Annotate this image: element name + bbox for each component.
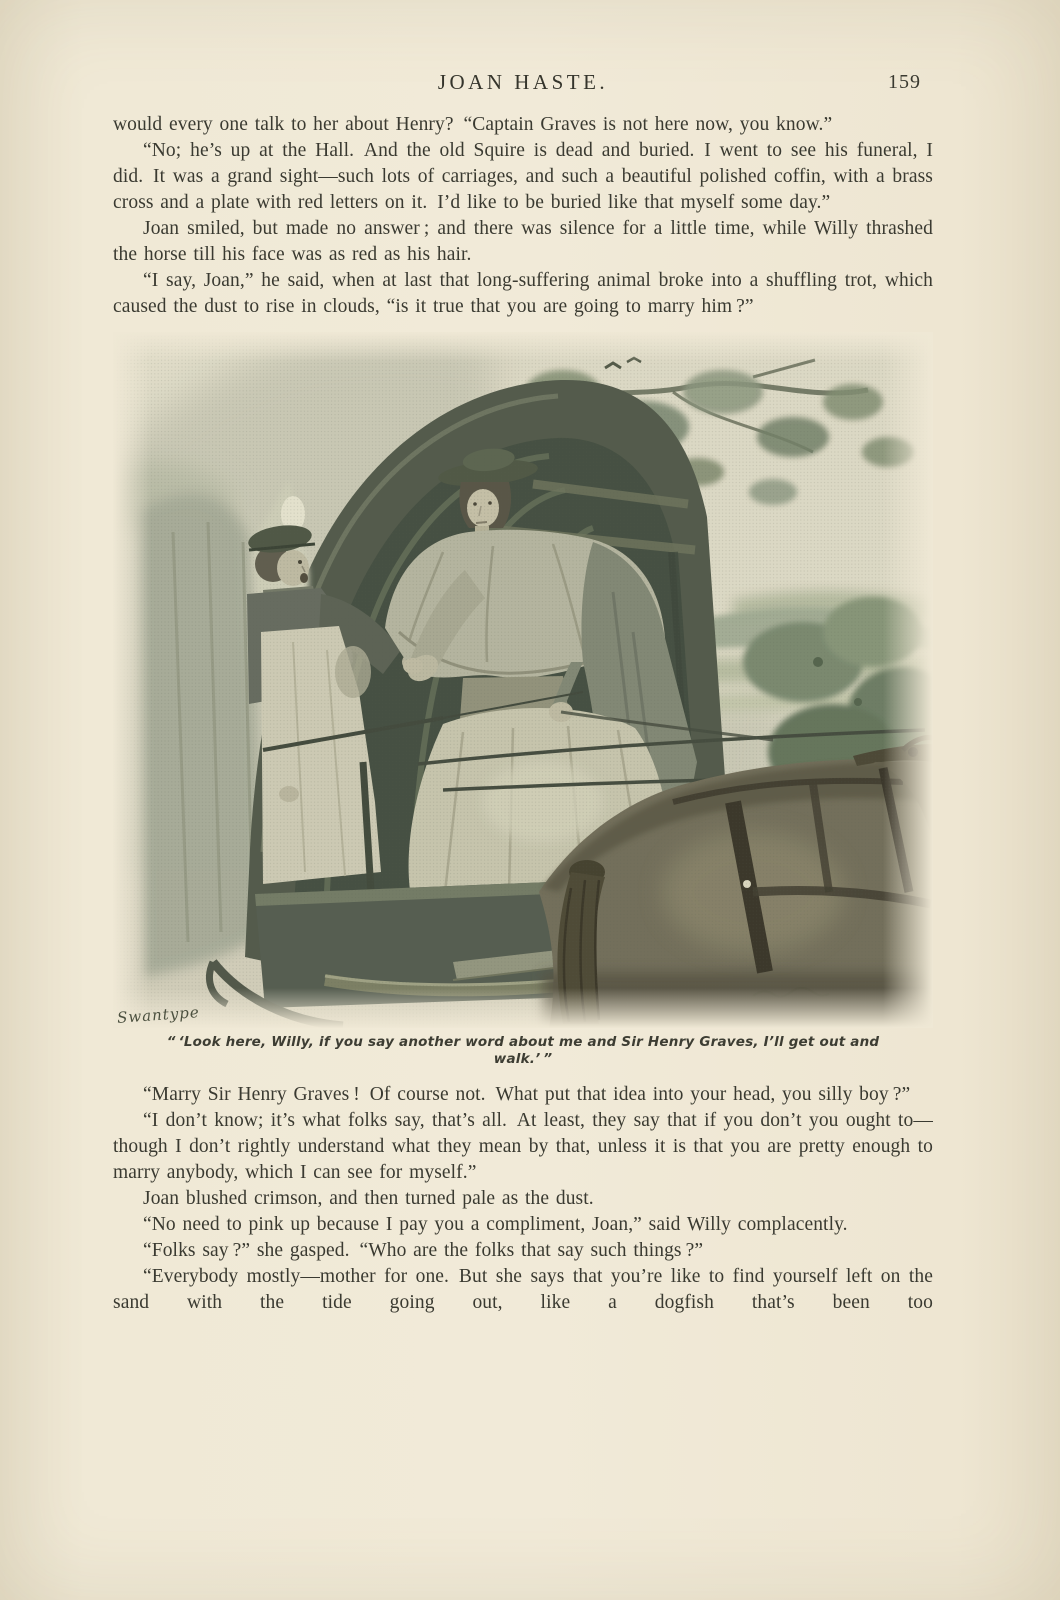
plate-caption: “ ‘Look here, Willy, if you say another word about me and Sir Henry Graves, I’ll get out and walk.’ ” [166, 1034, 880, 1067]
body-paragraph: “No need to pink up because I pay you a compliment, Joan,” said Willy complacently. [143, 1214, 848, 1235]
page-number: 159 [888, 71, 921, 93]
engraver-signature: Swantype [116, 1003, 201, 1027]
body-paragraph: would every one talk to her about Henry? “Captain Graves is not here now, you know.” [113, 114, 833, 135]
plate-illustration [113, 332, 933, 1028]
body-paragraph: Joan smiled, but made no answer ; and there was silence for a little time, while Willy thrashed the horse till his face was as red as his hair. [113, 218, 933, 265]
body-paragraph: “Everybody mostly—mother for one. But she says that you’re like to find yourself left on the sand with the tide going out, like a dogfish that’s been too [113, 1266, 933, 1313]
illustration-cart-scene [113, 332, 933, 1028]
page-title: JOAN HASTE. [437, 70, 609, 94]
text-column [113, 112, 933, 1316]
running-head [113, 70, 933, 98]
body-paragraph: “No; he’s up at the Hall. And the old Squire is dead and buried. I went to see his funeral, I did. It was a grand sight—such lots of carriages, and such a beautiful polished coffin, with a brass cross and a plate with red letters on it. I’d like to be buried like that myself some day.” [113, 140, 933, 213]
body-paragraph: “Folks say ?” she gasped. “Who are the folks that say such things ?” [143, 1240, 704, 1261]
body-paragraph: Joan blushed crimson, and then turned pale as the dust. [143, 1188, 594, 1209]
body-paragraph: “I say, Joan,” he said, when at last that long-suffering animal broke into a shuffling trot, which caused the dust to rise in clouds, “is it true that you are going to marry him ?” [113, 270, 933, 317]
body-paragraph: “I don’t know; it’s what folks say, that’s all. At least, they say that if you don’t you ought to—though I don’t rightly understand what they mean by that, unless it is that you are pretty enough to marry anybody, which I can see for myself.” [113, 1110, 933, 1183]
body-paragraph: “Marry Sir Henry Graves ! Of course not. What put that idea into your head, you silly boy ?” [143, 1084, 911, 1105]
